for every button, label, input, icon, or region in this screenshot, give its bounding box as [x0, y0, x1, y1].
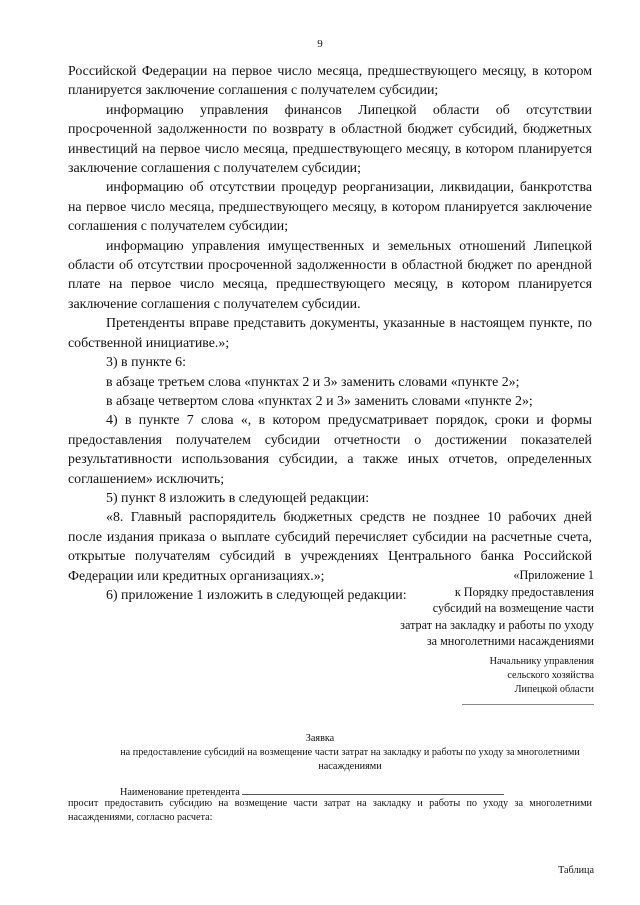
paragraph: в абзаце третьем слова «пунктах 2 и 3» заменить словами «пункте 2»; [106, 374, 520, 390]
addressee-line: сельского хозяйства [507, 670, 594, 681]
paragraph: в абзаце четвертом слова «пунктах 2 и 3» заменить словами «пункте 2»; [106, 393, 533, 409]
paragraph: информацию об отсутствии процедур реорганизации, ликвидации, банкротства на первое число месяца, предшествующего месяцу, в котором планируется заключение соглашения с получателем субсидии; [68, 180, 592, 235]
application-title: Заявка [305, 733, 335, 744]
paragraph: 6) приложение 1 изложить в следующей редакции: [106, 587, 407, 603]
body-text [68, 62, 592, 605]
appendix-line: за многолетними насаждениями [426, 634, 594, 648]
paragraph: 3) в пункте 6: [106, 355, 186, 371]
applicant-label: Наименование претендента [120, 787, 240, 798]
paragraph: информацию управления имущественных и земельных отношений Липецкой области об отсутствии просроченной задолженности в областной бюджет по арендной плате на первое число месяца, предшествующего месяцу, в котором планируется заключение соглашения с получателем субсидии. [68, 238, 592, 312]
request-text: просит предоставить субсидию на возмещение части затрат на закладку и работы по уходу за многолетними насаждениями, согласно расчета: [68, 798, 592, 823]
paragraph: 4) в пункте 7 слова «, в котором предусматривает порядок, сроки и формы предоставления получателем субсидии отчетности о достижении показателей результативности использования субсидии, а также иных отчетов, определенных соглашением» исключить; [68, 413, 592, 487]
appendix-line: к Порядку предоставления [454, 584, 594, 599]
paragraph: «8. Главный распорядитель бюджетных средств не позднее 10 рабочих дней после издания приказа о выплате субсидий перечисляет субсидии на расчетные счета, открытые получателям субсидий в учреждениях Центрального банка Российской Федерации или кредитных организациях.»; [68, 510, 592, 584]
paragraph: 5) пункт 8 изложить в следующей редакции: [106, 490, 370, 506]
addressee-line: Начальнику управления [489, 656, 594, 667]
application-subtitle: на предоставление субсидий на возмещение части затрат на закладку и работы по уходу за многолетними насаждениями [120, 747, 580, 772]
signature-line [462, 704, 594, 705]
table-label: Таблица [558, 865, 594, 876]
appendix-line: субсидий на возмещение части [432, 601, 594, 615]
applicant-blank-line [242, 784, 504, 795]
paragraph: Российской Федерации на первое число месяца, предшествующего месяцу, в котором планируется заключение соглашения с получателем субсидии; [68, 64, 592, 99]
addressee-block [394, 655, 594, 697]
appendix-line: «Приложение 1 [513, 568, 594, 582]
appendix-line: затрат на закладку и работы по уходу [400, 617, 594, 632]
paragraph: информацию управления финансов Липецкой области об отсутствии просроченной задолженности по возврату в областной бюджет субсидий, бюджетных инвестиций на первое число месяца, предшествующего месяцу, в котором планируется заключение соглашения с получателем субсидии; [68, 102, 592, 177]
addressee-line: Липецкой области [514, 684, 594, 695]
page-number: 9 [317, 38, 323, 50]
appendix-header [294, 567, 594, 650]
paragraph: Претенденты вправе представить документы, указанные в настоящем пункте, по собственной инициативе.»; [68, 316, 592, 351]
